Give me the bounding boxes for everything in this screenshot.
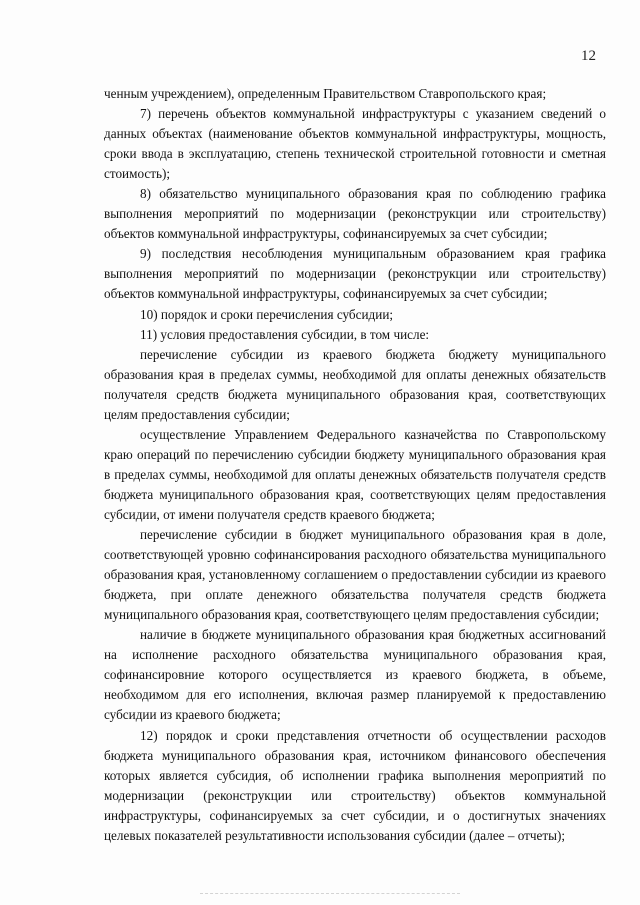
page-number: 12: [581, 48, 596, 64]
paragraph-condition-4: наличие в бюджете муниципального образования края бюджетных ассигнований на исполнение расходного обязательства муниципального образования края, софинансировние которого осуществляется из краевого бюджета, в объеме, необходимом для его исполнения, включая размер планируемой к предоставлению субсидии из краевого бюджета;: [104, 627, 606, 723]
paragraph-item-12: 12) порядок и сроки представления отчетности об осуществлении расходов бюджета муниципального образования края, источником финансового обеспечения которых является субсидия, об исполнении графика выполнения мероприятий по модернизации (реконструкции или строительству) объектов коммунальной инфраструктуры, софинансируемых за счет субсидии, и о достигнутых значениях целевых показателей результативности использования субсидии (далее – отчеты);: [104, 727, 606, 843]
paragraph-item-10: 10) порядок и сроки перечисления субсидии;: [140, 306, 394, 322]
paragraph-item-9: 9) последствия несоблюдения муниципальным образованием края графика выполнения мероприятий по модернизации (реконструкции или строительству) объектов коммунальной инфраструктуры, софинансируемых за счет субсидии;: [104, 246, 606, 302]
paragraph-item-11: 11) условия предоставления субсидии, в том числе:: [140, 326, 430, 342]
paragraph-item-7: 7) перечень объектов коммунальной инфраструктуры с указанием сведений о данных объектах (наименование объектов коммунальной инфраструктуры, мощность, сроки ввода в эксплуатацию, степень технической строительной готовности и сметная стоимость);: [104, 106, 606, 182]
bottom-scan-line: [200, 893, 460, 894]
paragraph-continuation: ченным учреждением), определенным Правительством Ставропольского края;: [104, 86, 547, 101]
paragraph-condition-1: перечисление субсидии из краевого бюджета бюджету муниципального образования края в пределах суммы, необходимой для оплаты денежных обязательств получателя средств бюджета муниципального образования края, соответствующих целям предоставления субсидии;: [104, 346, 606, 422]
paragraph-condition-2: осуществление Управлением Федерального казначейства по Ставропольскому краю операций по перечислению субсидии бюджету муниципального образования края в пределах суммы, необходимой для оплаты денежных обязательств получателя средств бюджета муниципального образования края, соответствующих целям предоставления субсидии, от имени получателя средств краевого бюджета;: [104, 426, 606, 522]
paragraph-item-8: 8) обязательство муниципального образования края по соблюдению графика выполнения мероприятий по модернизации (реконструкции или строительству) объектов коммунальной инфраструктуры, софинансируемых за счет субсидии;: [104, 186, 606, 242]
document-body: [104, 84, 606, 846]
paragraph-condition-3: перечисление субсидии в бюджет муниципального образования края в доле, соответствующей уровню софинансирования расходного обязательства муниципального образования края, установленному соглашением о предоставлении субсидии из краевого бюджета, при оплате денежного обязательства получателя средств бюджета муниципального образования края, соответствующего целям предоставления субсидии;: [104, 527, 606, 623]
